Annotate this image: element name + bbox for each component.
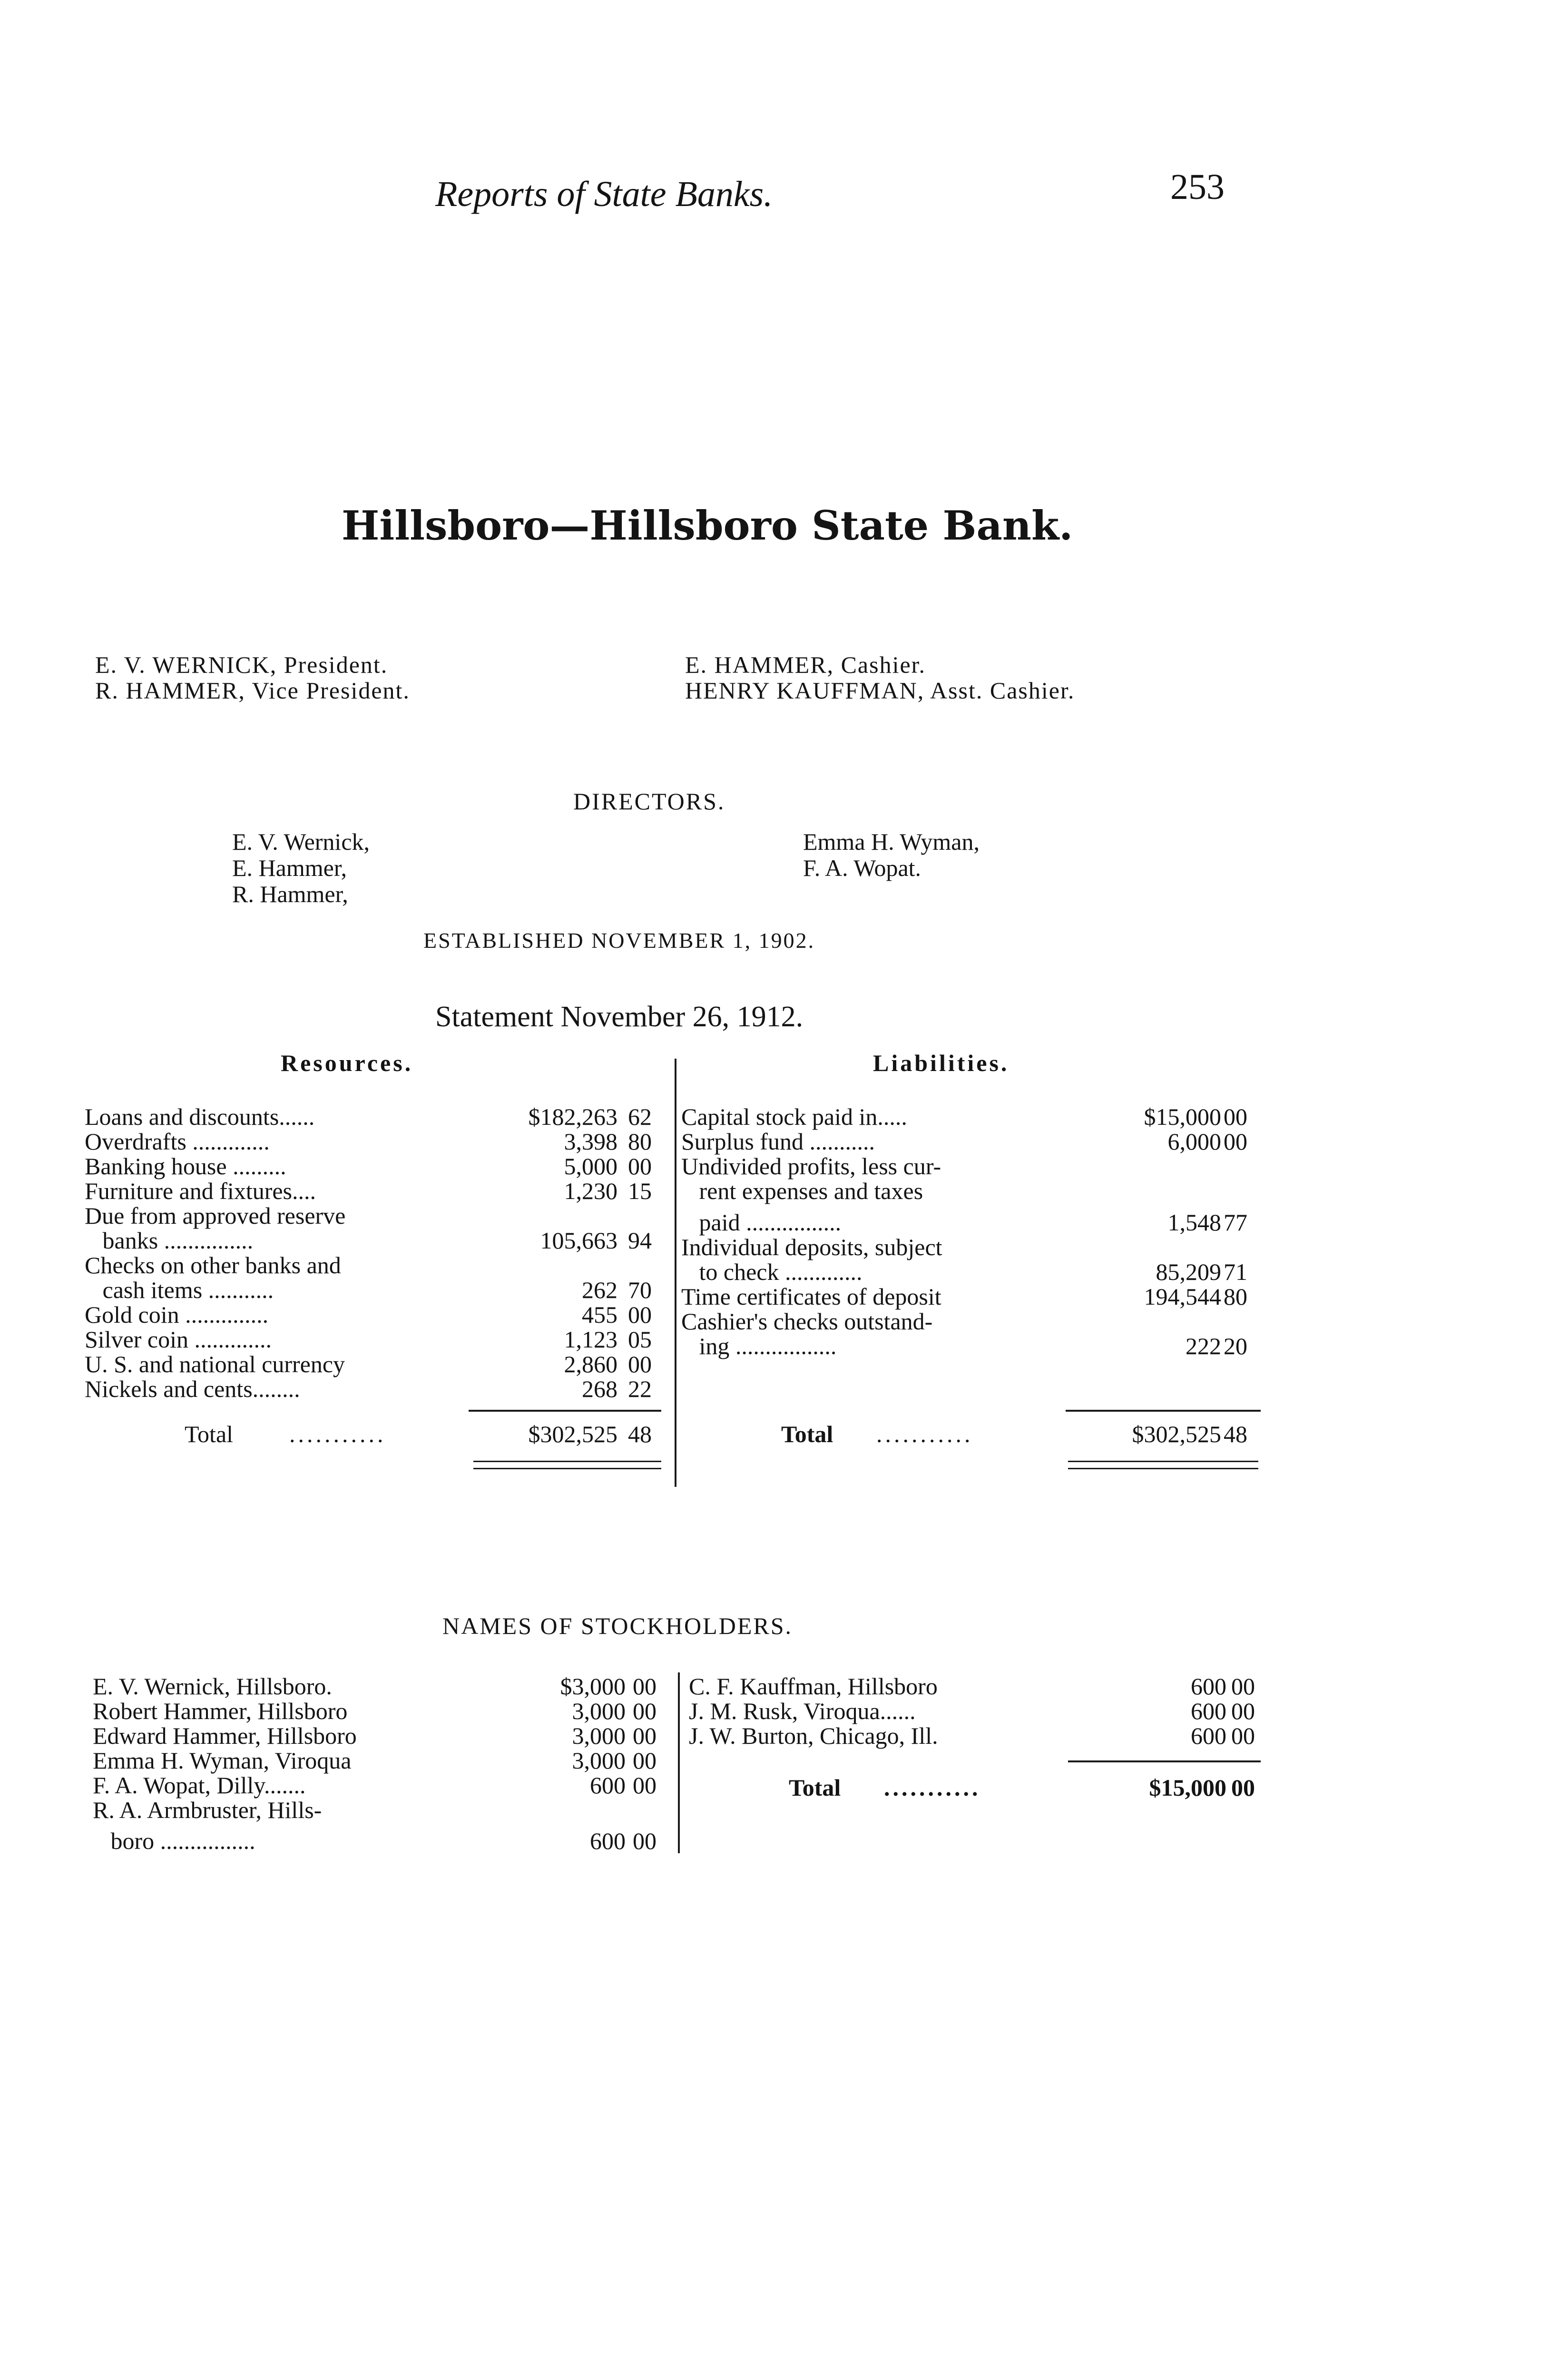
- director-3: R. Hammer,: [232, 881, 348, 907]
- officer-cashier: E. HAMMER, Cashier.: [685, 651, 926, 678]
- page-number: 253: [1170, 167, 1225, 207]
- resources-heading: Resources.: [281, 1050, 413, 1076]
- liabilities-total-row: Total ........... $302,525 48: [781, 1421, 1247, 1447]
- liability-row: Cashier's checks outstand-: [681, 1308, 933, 1335]
- liability-row: Capital stock paid in..... $15,000 00: [681, 1103, 1247, 1130]
- resource-row: Silver coin ............. 1,123 05: [85, 1326, 652, 1353]
- resource-row: Due from approved reserve: [85, 1202, 346, 1229]
- liabilities-heading: Liabilities.: [873, 1050, 1009, 1076]
- officer-president: E. V. WERNICK, President.: [95, 651, 388, 678]
- director-2: E. Hammer,: [232, 855, 347, 881]
- director-4: Emma H. Wyman,: [803, 828, 980, 855]
- liability-row: Time certificates of deposit 194,544 80: [681, 1283, 1247, 1310]
- bank-title: Hillsboro—Hillsboro State Bank.: [342, 502, 1073, 549]
- liability-row: rent expenses and taxes: [681, 1178, 923, 1204]
- stockholders-column-divider: [678, 1672, 680, 1853]
- liability-row: to check ............. 85,209 71: [681, 1258, 1247, 1285]
- resources-sum-rule: [469, 1410, 661, 1412]
- stockholder-row: Robert Hammer, Hillsboro 3,000 00: [93, 1698, 657, 1724]
- stockholder-row: R. A. Armbruster, Hills-: [93, 1797, 322, 1823]
- director-5: F. A. Wopat.: [803, 855, 921, 881]
- liability-row: ing ................. 222 20: [681, 1333, 1247, 1359]
- statement-column-divider: [675, 1059, 676, 1487]
- resource-row: cash items ........... 262 70: [85, 1277, 652, 1303]
- resources-total-row: Total ........... $302,525 48: [185, 1421, 652, 1447]
- resources-total-double-rule: [473, 1461, 661, 1469]
- stockholder-row: F. A. Wopat, Dilly....... 600 00: [93, 1772, 657, 1799]
- resource-row: U. S. and national currency 2,860 00: [85, 1351, 652, 1377]
- stockholder-row: J. M. Rusk, Viroqua...... 600 00: [689, 1698, 1255, 1724]
- resource-row: Gold coin .............. 455 00: [85, 1301, 652, 1328]
- stockholder-row: Edward Hammer, Hillsboro 3,000 00: [93, 1722, 657, 1749]
- statement-title: Statement November 26, 1912.: [435, 1001, 804, 1033]
- liabilities-sum-rule: [1066, 1410, 1261, 1412]
- stockholders-sum-rule: [1068, 1760, 1261, 1762]
- stockholder-row: J. W. Burton, Chicago, Ill. 600 00: [689, 1722, 1255, 1749]
- established-date: ESTABLISHED NOVEMBER 1, 1902.: [423, 928, 815, 953]
- director-1: E. V. Wernick,: [232, 828, 370, 855]
- stockholder-row: Emma H. Wyman, Viroqua 3,000 00: [93, 1747, 657, 1774]
- officer-asst-cashier: HENRY KAUFFMAN, Asst. Cashier.: [685, 677, 1075, 704]
- stockholders-total-row: Total ........... $15,000 00: [789, 1774, 1255, 1801]
- liability-row: Surplus fund ........... 6,000 00: [681, 1128, 1247, 1155]
- liability-row: Undivided profits, less cur-: [681, 1153, 941, 1180]
- liabilities-total-double-rule: [1068, 1461, 1258, 1469]
- resource-row: Furniture and fixtures.... 1,230 15: [85, 1178, 652, 1204]
- stockholder-row: boro ................ 600 00: [93, 1828, 657, 1854]
- resource-row: Loans and discounts...... $182,263 62: [85, 1103, 652, 1130]
- resource-row: banks ............... 105,663 94: [85, 1227, 652, 1254]
- liability-row: Individual deposits, subject: [681, 1234, 942, 1260]
- resource-row: Overdrafts ............. 3,398 80: [85, 1128, 652, 1155]
- directors-heading: DIRECTORS.: [573, 788, 725, 815]
- stockholder-row: E. V. Wernick, Hillsboro. $3,000 00: [93, 1673, 657, 1700]
- liability-row: paid ................ 1,548 77: [681, 1209, 1247, 1236]
- stockholder-row: C. F. Kauffman, Hillsboro 600 00: [689, 1673, 1255, 1700]
- officer-vice-president: R. HAMMER, Vice President.: [95, 677, 410, 704]
- running-title: Reports of State Banks.: [435, 174, 773, 214]
- resource-row: Nickels and cents........ 268 22: [85, 1376, 652, 1402]
- resource-row: Checks on other banks and: [85, 1252, 341, 1278]
- stockholders-heading: NAMES OF STOCKHOLDERS.: [442, 1612, 793, 1639]
- resource-row: Banking house ......... 5,000 00: [85, 1153, 652, 1180]
